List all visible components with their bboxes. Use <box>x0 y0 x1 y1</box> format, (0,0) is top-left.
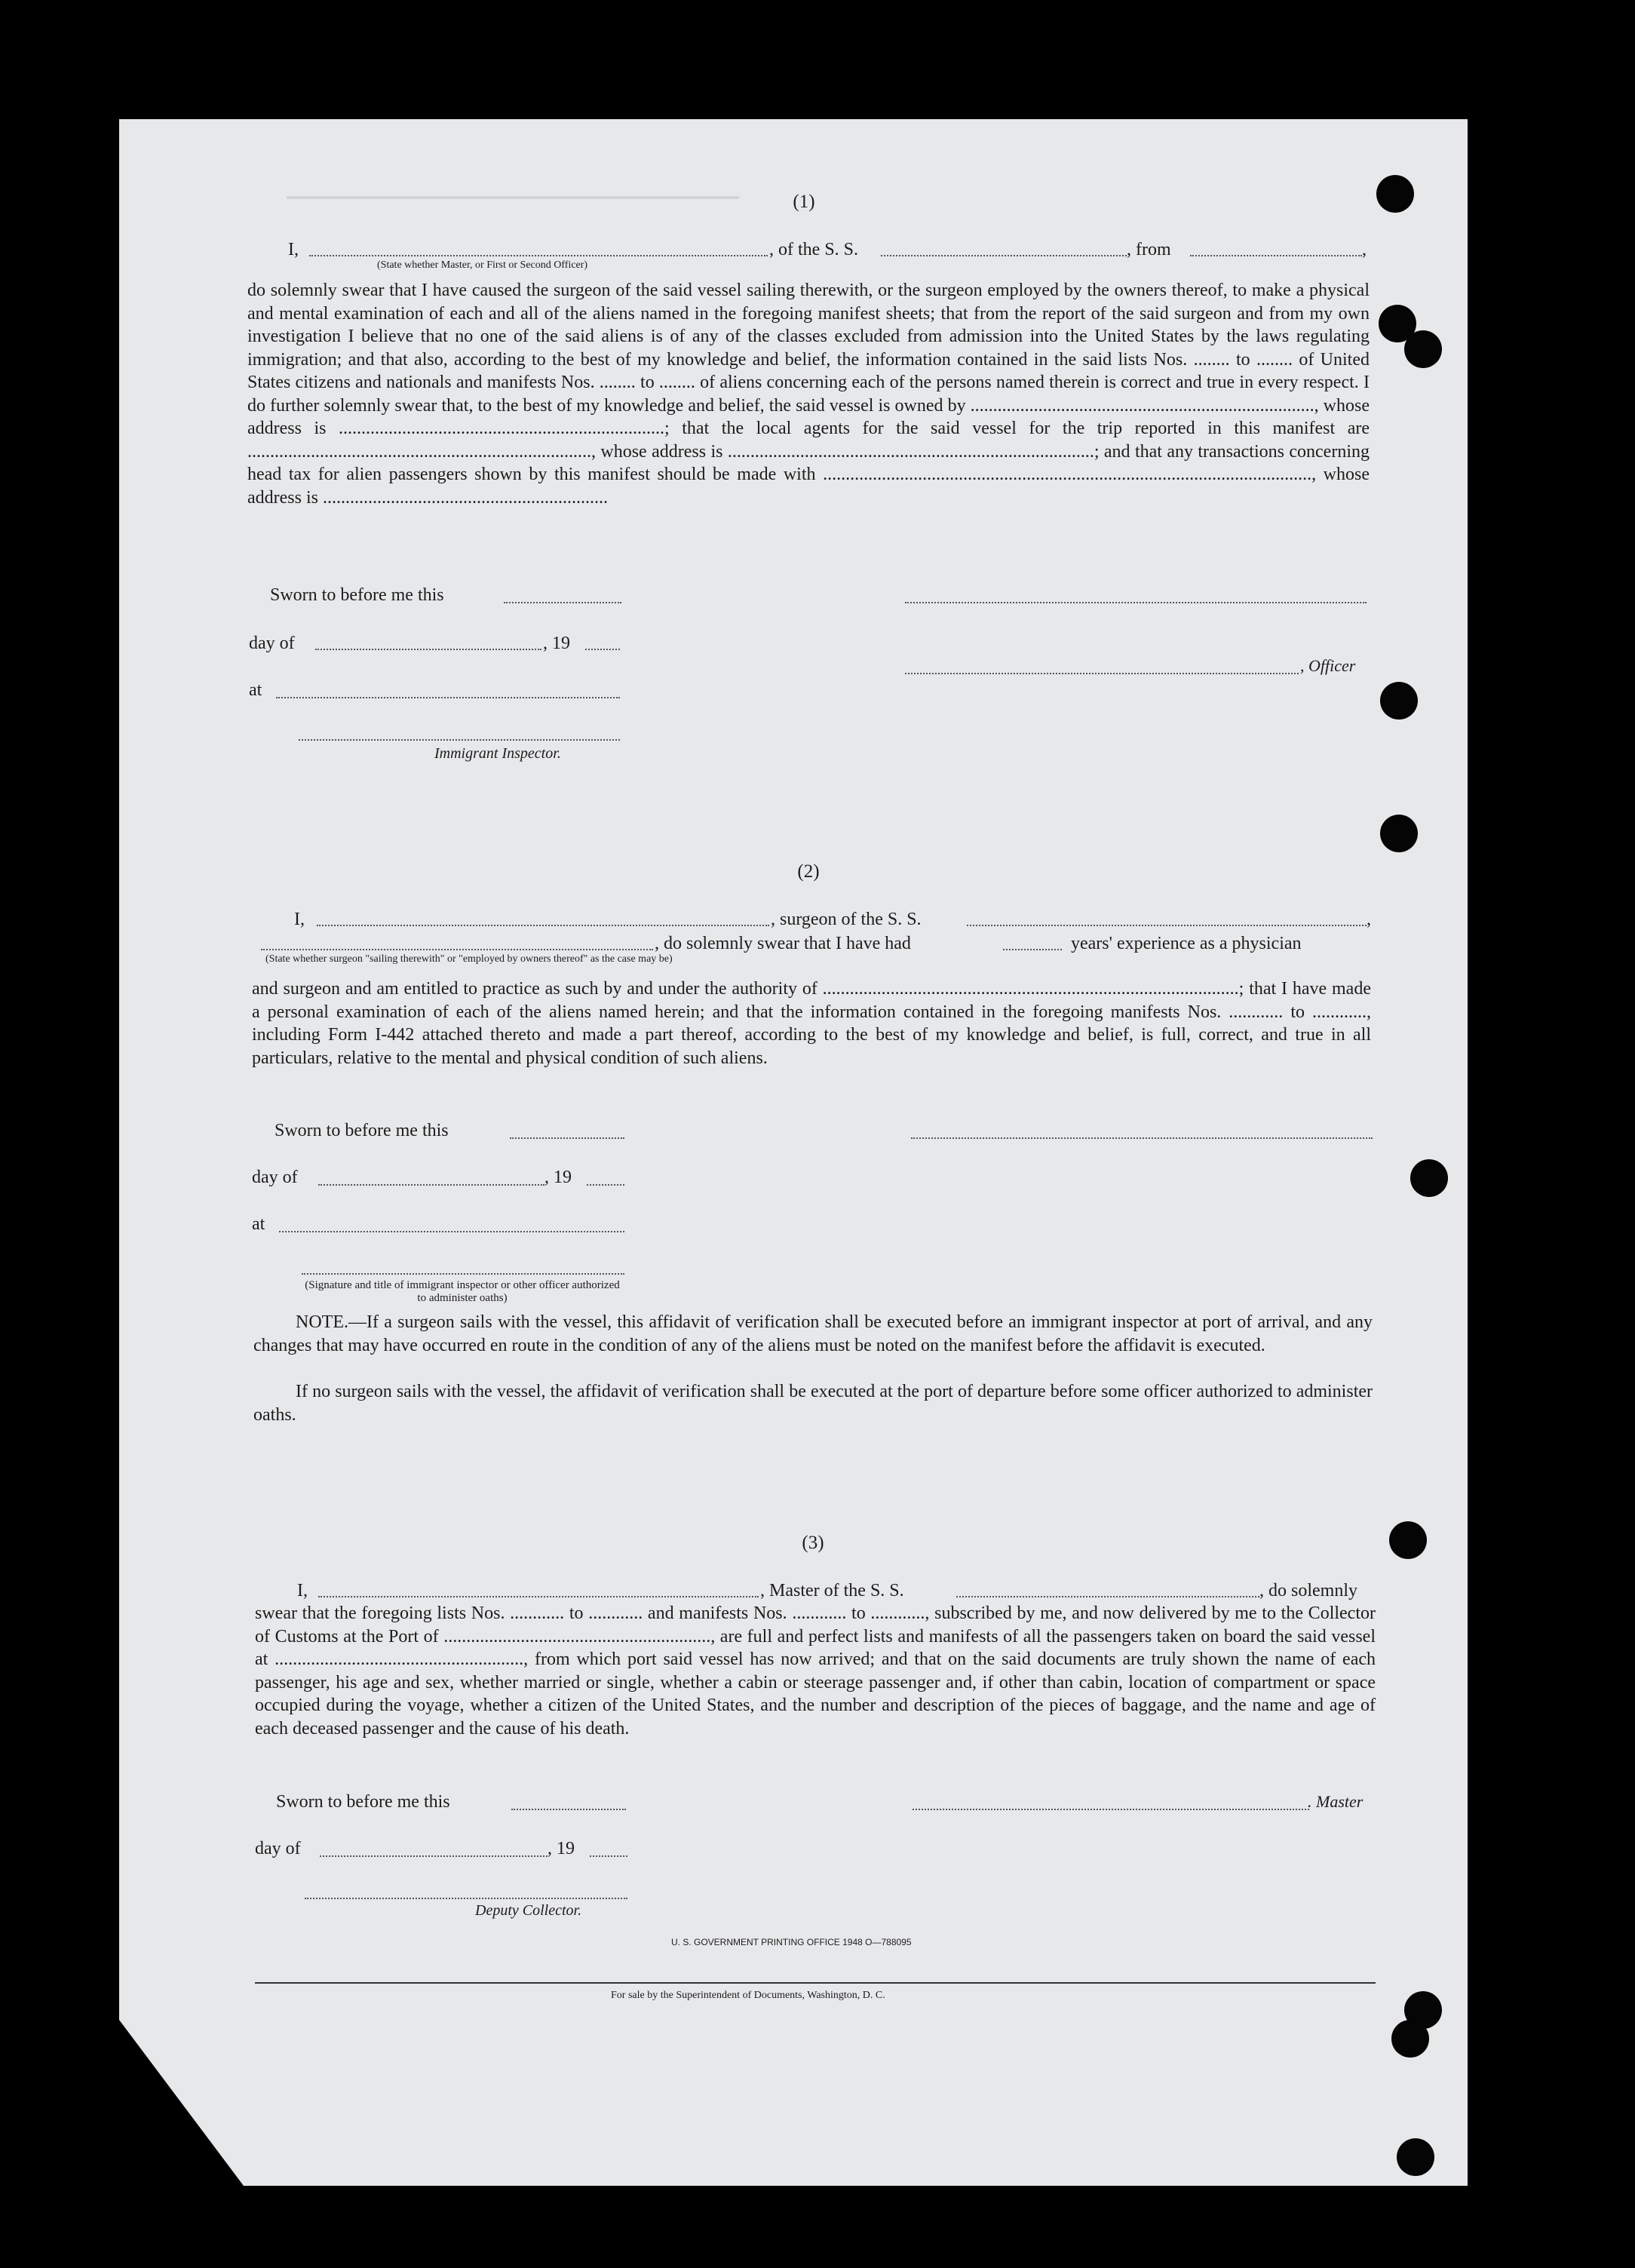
punch-hole <box>1391 2020 1429 2058</box>
section-1-i: I, <box>288 240 299 259</box>
section-3-solemnly: , do solemnly <box>1259 1581 1357 1600</box>
sale-notice: For sale by the Superintendent of Documents, Washington, D. C. <box>611 1990 885 2001</box>
blank-year <box>585 649 620 650</box>
section-3-sworn: Sworn to before me this <box>276 1792 450 1812</box>
section-3-i: I, <box>297 1581 308 1600</box>
section-2-at: at <box>252 1214 265 1234</box>
section-3-ss-label: , Master of the S. S. <box>760 1581 904 1600</box>
section-1-comma: , <box>1362 240 1367 259</box>
section-2-day-of: day of <box>252 1168 298 1187</box>
officer-label: , Officer <box>1300 656 1356 675</box>
blank-day <box>315 649 541 650</box>
blank-inspector-2 <box>302 1273 624 1275</box>
section-2-number: (2) <box>797 861 820 882</box>
blank-master <box>318 1596 759 1597</box>
note-text: —If a surgeon sails with the vessel, this affidavit of verification shall be executed before an immigrant inspector at port of arrival, and any changes that may have occurred en route in the condition of any of the aliens must be noted on the manifest before the affidavit is executed. <box>253 1312 1373 1355</box>
officer-note: (State whether Master, or First or Second Officer) <box>377 259 588 271</box>
section-1-from-label: , from <box>1127 240 1171 259</box>
blank-master-signature <box>913 1809 1309 1810</box>
section-2-i: I, <box>294 910 305 929</box>
blank-vessel <box>881 255 1127 256</box>
punch-hole <box>1380 815 1418 852</box>
blank-inspector <box>299 739 620 741</box>
signature-note: (Signature and title of immigrant inspector or other officer authorized to administer oaths) <box>305 1279 620 1304</box>
blank-officer <box>309 255 768 256</box>
blank-collector <box>305 1898 627 1899</box>
section-3-number: (3) <box>802 1533 824 1553</box>
punch-hole <box>1397 2138 1434 2176</box>
inspector-label: Immigrant Inspector. <box>434 745 561 762</box>
section-2-paragraph: and surgeon and am entitled to practice as such by and under the authority of ............................................................................................; that I have made a personal examination of each of the aliens named herein; and that the information contained in the foregoing manifests Nos. ............ to ............, including Form I-442 attached thereto and made a part thereof, according to the best of my knowledge and belief, is full, correct, and true in all particulars, relative to the mental and physical condition of such aliens. <box>252 979 1371 1068</box>
blank-surgeon <box>317 925 769 926</box>
section-2-ss-label: , surgeon of the S. S. <box>771 910 922 929</box>
punch-hole <box>1389 1521 1427 1559</box>
section-3-year: , 19 <box>548 1839 575 1858</box>
blank-sworn-2 <box>510 1137 624 1139</box>
section-1-day-of: day of <box>249 634 295 653</box>
gpo-imprint: U. S. GOVERNMENT PRINTING OFFICE 1948 O—788095 <box>671 1937 912 1947</box>
section-1-year: , 19 <box>543 634 570 653</box>
section-1-sworn: Sworn to before me this <box>270 585 444 605</box>
section-1-at: at <box>249 680 262 700</box>
master-label: . Master <box>1308 1792 1364 1811</box>
section-2-note <box>253 1311 1373 1357</box>
blank-vessel-3 <box>956 1596 1259 1597</box>
blank-signature-2 <box>911 1137 1373 1139</box>
collector-label: Deputy Collector. <box>475 1902 582 1919</box>
blank-vessel-2 <box>967 925 1367 926</box>
blank-sworn-3 <box>511 1809 626 1810</box>
blank-at-2 <box>279 1231 624 1232</box>
punch-hole <box>1404 330 1442 368</box>
section-2-year: , 19 <box>544 1168 572 1187</box>
blank-day-3 <box>320 1855 548 1857</box>
blank-year-2 <box>587 1184 624 1186</box>
section-2-note-2: If no surgeon sails with the vessel, the affidavit of verification shall be executed at the port of departure before some officer authorized to administer oaths. <box>253 1382 1373 1425</box>
blank-day-2 <box>318 1184 544 1186</box>
blank-sworn <box>504 602 621 603</box>
punch-hole <box>1376 175 1414 213</box>
blank-surgeon-2 <box>261 949 653 950</box>
section-3-day-of: day of <box>255 1839 301 1858</box>
section-2-comma: , <box>1367 910 1371 929</box>
blank-years <box>1003 949 1062 950</box>
blank-at <box>276 697 620 698</box>
section-3-paragraph: swear that the foregoing lists Nos. ............ to ............ and manifests Nos. ............ to ............, subscribed by me, and now delivered by me to the Collector of Customs at the Port of ..........................................................., are full and perfect lists and manifests of all the passengers taken on board the said vessel at ......................................................., from which port said vessel has now arrived; and that on the said documents are truly shown the name of each passenger, his age and sex, whether married or single, whether a cabin or steerage passenger and, if other than cabin, location of compartment or space occupied during the voyage, whether a citizen of the United States, and the number and description of the pieces of baggage, and the name and age of each deceased passenger and the cause of his death. <box>255 1604 1376 1739</box>
section-1-ss-label: , of the S. S. <box>769 240 859 259</box>
punch-hole <box>1410 1159 1448 1197</box>
section-1-number: (1) <box>793 192 815 212</box>
surgeon-note: (State whether surgeon "sailing therewith" or "employed by owners thereof" as the case may be) <box>265 953 673 965</box>
punch-hole <box>1380 682 1418 720</box>
section-2-line2: , do solemnly swear that I have had <box>655 934 911 953</box>
blank-from <box>1190 255 1362 256</box>
section-2-years: years' experience as a physician <box>1071 934 1302 953</box>
note-label: NOTE. <box>296 1312 348 1332</box>
footer-rule <box>255 1982 1376 1984</box>
section-2-sworn: Sworn to before me this <box>275 1121 449 1140</box>
section-1-paragraph: do solemnly swear that I have caused the surgeon of the said vessel sailing therewith, or the surgeon employed by the owners thereof, to make a physical and mental examination of each and all of the aliens named in the foregoing manifest sheets; that from the report of the said surgeon and from my own investigation I believe that no one of the said aliens is of any of the classes excluded from admission into the United States by the laws regulating immigration; and that also, according to the best of my knowledge and belief, the information contained in the said lists Nos. ........ to ........ of United States citizens and nationals and manifests Nos. ........ to ........ of aliens concerning each of the persons named therein is correct and true in every respect. I do further solemnly swear that, to the best of my knowledge and belief, the said vessel is owned by ............................................................................, whose address is ........................................................................; that the local agents for the said vessel for the trip reported in this manifest are ............................................................................, whose address is .................................................................................; and that any transactions concerning head tax for alien passengers shown by this manifest should be made with ............................................................................................................, whose address is ............................................................... <box>247 281 1370 508</box>
blank-signature <box>905 602 1367 603</box>
bleed-through-text <box>287 181 739 207</box>
blank-year-3 <box>590 1855 627 1857</box>
blank-officer-signature <box>905 673 1299 674</box>
